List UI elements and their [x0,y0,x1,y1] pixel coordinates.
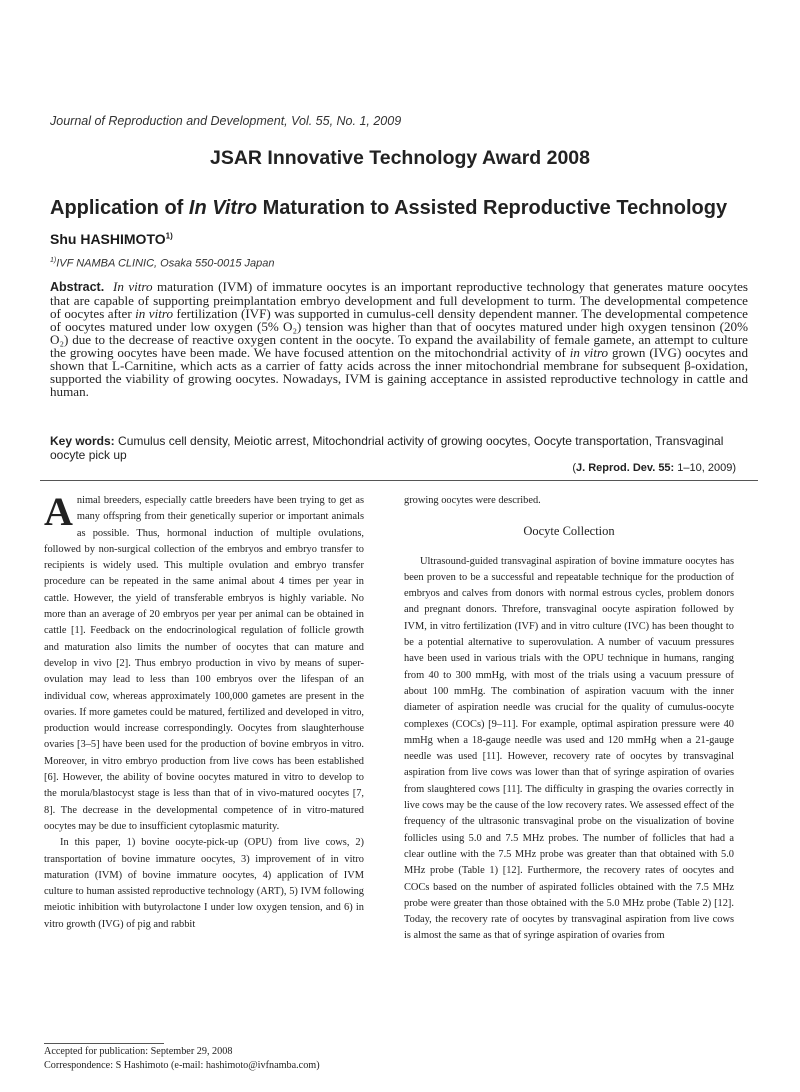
affil-text: IVF NAMBA CLINIC, Osaka 550-0015 Japan [56,257,275,270]
keywords [50,434,748,462]
affil-marker: 1) [50,257,57,264]
award-heading: JSAR Innovative Technology Award 2008 [209,147,590,169]
abstract-label: Abstract. [50,280,105,294]
intro-paragraph [44,489,364,835]
drop-cap: A [44,489,73,534]
footnotes [44,1045,320,1073]
journal-header: Journal of Reproduction and Development, Vol. 55, No. 1, 2009 [50,114,402,128]
title-italic: In Vitro [188,197,258,219]
abstract-italic-2: in vitro [135,306,174,321]
citation-open: ( [572,462,576,474]
title-part-1: Application of [50,197,189,219]
abstract-italic-1: In vitro [113,279,153,294]
citation-rest: 1–10, 2009) [674,462,736,474]
abstract-italic-3: in vitro [569,345,609,360]
footnote-divider [44,1043,164,1044]
left-column [44,489,364,933]
citation-journal: J. Reprod. Dev. 55: [576,462,675,474]
header-divider [40,480,758,481]
abstract-text-2: fertilization (IVF) was supported in cumulus-cell density dependent manner. The developmental competence of oocytes matured under low oxygen (5% O₂) tension was higher than that of oocytes matured under high oxygen tensinon (20% O₂) due to the decrease of reactive oxygen content in the oocyte. To expand the availability of female gamete, an attempt to culture the growing oocytes have been made. We have focused attention on the mitochondrial activity of [50,306,748,360]
section-heading: Oocyte Collection [523,524,615,539]
accepted-date: Accepted for publication: September 29, 2008 [44,1046,233,1057]
affiliation [50,257,275,270]
author-affil-marker: 1) [165,231,173,241]
title-part-2: Maturation to Assisted Reproductive Technology [257,197,728,219]
abstract-text-1: maturation (IVM) of immature oocytes is an important reproductive technology that generates mature oocytes that are capable of supporting preimplantation embryo development and full development to turm. The developmental competence of oocytes after [50,279,748,321]
intro-text: nimal breeders, especially cattle breeders have been trying to get as many offspring from their genetically superior or important animals as possible. Thus, hormonal induction of multiple ovulations, followed by non-surgical collection of the embryos and embryo transfer to recipients is widely used. This multiple ovulation and embryo transfer procedure can be repeated in the same animal about 4 times per year in cattle. However, the yield of transferable embryos is highly variable. No more than an average of 20 embryos per year per animal can be obtained in cattle [1]. Feedback on the endocrinological regulation of follicle growth and maturation also limits the number of oocytes that can mature and develop in vivo [2]. Thus embryo production in vivo by means of super-ovulation may lead to less than 100 embryos over the lifespan of an individual cow, whereas approximately 100,000 gametes are present in the ovaries. If more gametes could be matured, fertilized and developed in vitro, production would increase correspondingly. Oocytes from slaughterhouse ovaries [3–5] have been used for the production of bovine embryos in vitro. Moreover, in vitro embryo production from live cows has been established [6]. However, the ability of bovine oocytes matured in vitro to develop to the morula/blastocyst stage is less than that of in vivo-matured oocytes [7, 8]. The decrease in the developmental competence of in vitro-matured oocytes may be due to insufficient cytoplasmic maturity. [44,495,364,832]
author-name: Shu HASHIMOTO [50,231,166,247]
abstract [50,280,748,398]
keywords-label: Key words: [50,434,115,448]
paper-outline-paragraph: In this paper, 1) bovine oocyte-pick-up (OPU) from live cows, 2) transportation of bovine immature oocytes, 3) improvement of in vitro maturation (IVM) of bovine immature oocytes, 4) application of IVM culture to human assisted reproductive technology (ART), 5) IVM following meiotic inhibition with butyrolactone I under low oxygen tension, and 6) in vitro growth (IVG) of pig and rabbit [44,837,364,930]
right-column [404,493,734,945]
oocyte-collection-paragraph: Ultrasound-guided transvaginal aspiration of bovine immature oocytes has been proven to be a successful and repeatable technique for the production of embryos and calves from donors with normal estrous cycles, problem donors and pregnant donors. Threfore, transvaginal oocyte aspiration followed by IVM, in vitro fertilization (IVF) and in vitro culture (IVC) has been thought to be a potential alternative to superovulation. A number of vacuum pressures have been used in various trials with the OPU technique in humans, ranging from 40 to 300 mmHg, with most of the trials using a vacuum pressure of about 100 mmHg. The combination of aspiration vacuum with the inner diameter of aspiration needle was crucial for the quality of cumulus-oocyte complexes (COCs) [9–11]. For example, optimal aspiration pressure were 40 mmHg when a 18-gauge needle was used and 120 mmHg when a 21-gauge needle was used [11]. However, recovery rate of oocytes by transvaginal aspiration from live cows was lower than that of syringe aspiration of ovaries from slaughtered cows [11]. The difficulty in grasping the ovaries correctly in live cows may be the cause of the low recovery rates. We assessed effect of the frequency of the ultrasonic transvaginal probe on the visualization of bovine follicles using 5.0 and 7.5 MHz probes. The number of follicles that had a clear outline with the 7.5 MHz probe was greater than that obtained with 5.0 MHz probe (Table 1) [12]. Furthermore, the recovery rates of oocytes and COCs based on the number of aspirated follicles obtained with the 7.5 MHz probe were greater than those obtained with the 5.0 MHz probe (Table 2) [12]. Today, the recovery rate of oocytes by transvaginal aspiration from live cows is almost the same as that of syringe aspiration of ovaries from [404,555,734,942]
correspondence: Correspondence: S Hashimoto (e-mail: hashimoto@ivfnamba.com) [44,1060,320,1071]
abstract-text-3: grown (IVG) oocytes and shown that L-Carnitine, which acts as a carrier of fatty acids across the inner mitochondrial membrane for subsequent β-oxidation, supported the viability of growing oocytes. Nowadays, IVM is gaining acceptance in assisted reproductive technology in cattle and human. [50,345,748,399]
article-title [50,197,727,220]
citation [572,462,736,474]
continued-paragraph: growing oocytes were described. [404,495,541,506]
author [50,231,173,247]
keywords-text: Cumulus cell density, Meiotic arrest, Mitochondrial activity of growing oocytes, Oocyte transportation, Transvaginal oocyte pick up [50,434,724,462]
